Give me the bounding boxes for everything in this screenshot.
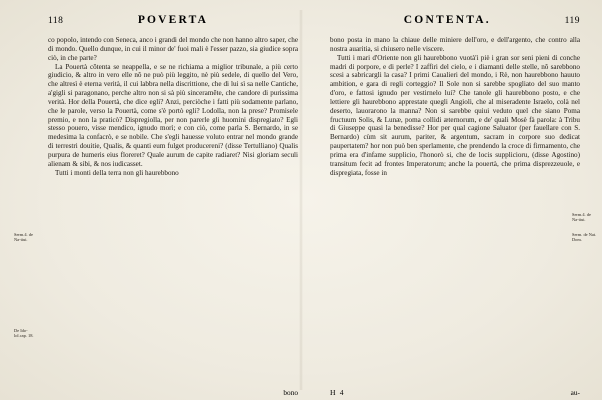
margin-note-left-2: De Ido-lol.cap. 18.	[14, 328, 34, 339]
right-catchword-line	[330, 388, 580, 397]
right-paragraph-2: Tutti i mari d'Oriente non gli haurebbono vuotà'i piè i gran sor seni pieni di conche madri di porpore, e di perle? I zaffiri del cielo, e i diamanti delle stelle, nõ sarebbono scesi a sabricargli la casa? I primi Caualieri del mondo, i Rè, non haurebbono hauuto ambition, e gara di regli corteggio? Il Sole non si sarebbe spogliato del suo manto d'oro, e fattosi ignudo per vestirnelo lui? Che tanole gli haurebbono posto, e che lettiere gli haurebbono apprestate quegli Angioli, che al miseradente Israelo, colà nel deserto, lauorarono la manna? Non si sarebbe quiui veduto quel che siano Poma fructuum Solis, & Lunæ, poma collidi æternorum, e de' quali Mosè fà parola: à Tribu di Giuseppe quasi la benedisse? Hor per qual cagione Saluator (per fauellare con S. Bernardo) cùm sit aurum, pariter, & argentum, sacram in corpore suo dedicat paupertatem? hor non può ben sperlamente, che prendendo la croce di firmamento, che prima era d'infame supplicio, l'honorò si, che de locis supplicioru, (disse Agostino) transitum fecit ad frontes Imperatorum; anche la pouertà, che prima disprezzeuole, e dispregiata, fosse in	[330, 53, 580, 177]
left-running-title: POVERTA	[137, 14, 209, 26]
margin-note-right-1: Serm.4. de Na-tiui.	[572, 212, 591, 223]
right-signature-mark: H 4	[330, 388, 345, 397]
right-running-title: CONTENTA.	[403, 14, 491, 26]
left-page-body	[48, 36, 298, 178]
right-paragraph-1: bono posta in mano la chiaue delle miniere dell'oro, e dell'argento, che contro alla nostra auaritia, si chiusero nelle viscere.	[330, 36, 580, 53]
margin-note-right-2: Serm. de Nat. Dom.	[572, 232, 597, 243]
left-paragraph-1: co popolo, intendo con Seneca, anco i grandi del mondo che non hanno altro saper, che di mondo. Quello dunque, in cui il minor de' fuoi mali è l'esser pazzo, sia giudice sopra ciò, in che parte?	[48, 36, 298, 62]
right-folio-number: 119	[564, 16, 580, 26]
right-catchword: au-	[570, 388, 580, 397]
left-catchword-line	[48, 388, 298, 397]
right-page-body	[330, 36, 580, 178]
left-folio-number: 118	[48, 16, 64, 26]
left-running-head	[48, 14, 298, 30]
left-paragraph-2: La Pouertà cōtenta se neappella, e se ne richiama a miglior tribunale, a più certo giudicio, & altro in vero elle nõ ne può più leggito, nè più sedele, di quello del Vero, che altresì è eterna verità, il cui labbra nella discrittione, che di lui sì sa nelle Cantiche, a'gigli si paragonano, perche altro non si sà più sinceramēte, che candore di purissima verità. Hor della Pouertà, che dice egli? Anzi, perciòche i fatti più sodamente parlano, che le parole, verso la Pouertà, come s'è portò egli? Lodolla, non la prese? Promisele premio, e non la praticò? Dispregiolla, per non parerle gli huomini dispregiato? Egli stesso pouero, visse mendico, ignudo morì; e con ciò, come parla S. Bernardo, in se medesima la confacrò, e se nobile. Che s'egli hauesse voluto entrar nel mondo grande di terrestri douitie, Qualis, & quanti eum fulget producereni? (disse Tertulliano) Qualis purpura de humeris eius floreret? Quale aurum de capite radiaret? Nisi gloriam seculi alienam & sibi, & nos iudicasset.	[48, 62, 298, 168]
left-page-column	[48, 0, 298, 400]
left-catchword: bono	[283, 388, 298, 397]
right-running-head	[330, 14, 580, 30]
margin-note-left-1: Serm.4. de Na-tiui.	[14, 232, 33, 243]
left-paragraph-3: Tutti i monti della terra non gli haurebbono	[55, 168, 179, 177]
right-page-column	[330, 0, 580, 400]
